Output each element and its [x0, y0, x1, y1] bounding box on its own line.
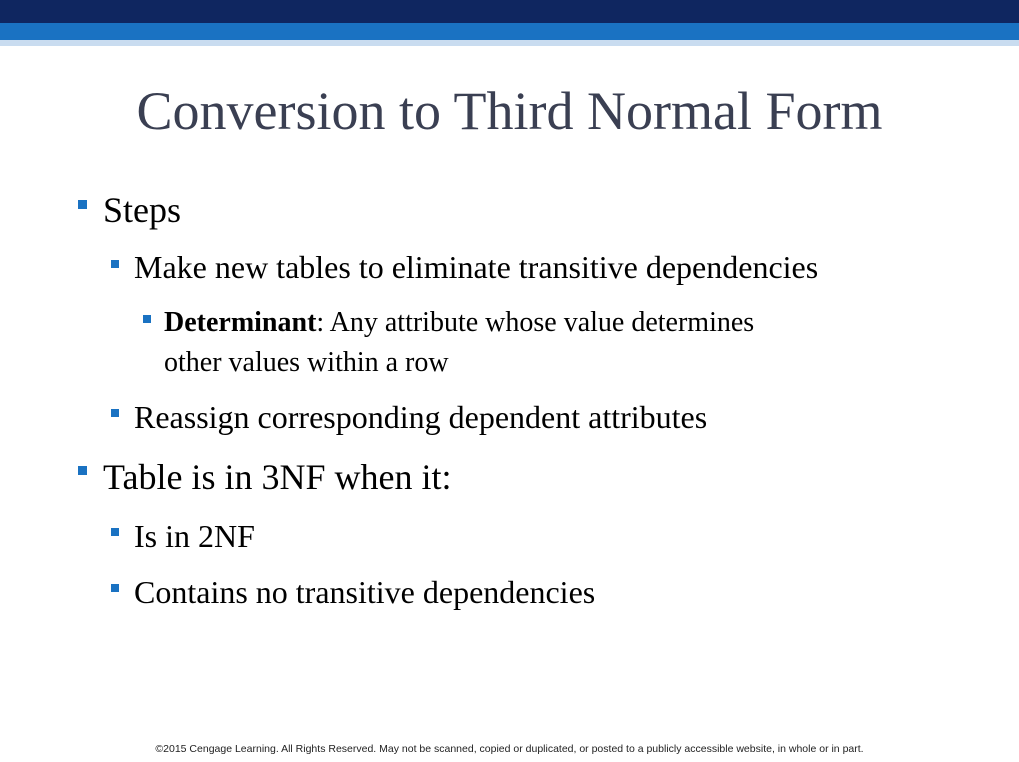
determinant-term: Determinant [164, 307, 317, 338]
bullet-is-in-2nf: Is in 2NF [134, 518, 255, 554]
square-bullet-icon [78, 200, 87, 209]
determinant-continuation: other values within a row [164, 347, 449, 378]
square-bullet-icon [111, 584, 119, 592]
square-bullet-icon [143, 315, 151, 323]
header-band-navy [0, 0, 1019, 23]
square-bullet-icon [78, 466, 87, 475]
square-bullet-icon [111, 260, 119, 268]
determinant-definition: : Any attribute whose value determines [316, 307, 755, 338]
bullet-steps: Steps [103, 190, 182, 230]
header-band-blue [0, 23, 1019, 40]
bullet-reassign: Reassign corresponding dependent attributes [134, 399, 708, 435]
bullet-no-transitive: Contains no transitive dependencies [134, 574, 596, 610]
bullet-make-new-tables: Make new tables to eliminate transitive dependencies [134, 249, 819, 285]
bullet-determinant [164, 304, 754, 342]
square-bullet-icon [111, 409, 119, 417]
copyright-footer: ©2015 Cengage Learning. All Rights Reserved. May not be scanned, copied or duplicated, or posted to a publicly accessible website, in whole or in part. [155, 743, 864, 755]
bullet-table-3nf: Table is in 3NF when it: [103, 457, 452, 497]
header-band-light [0, 40, 1019, 46]
square-bullet-icon [111, 528, 119, 536]
slide-title: Conversion to Third Normal Form [136, 81, 883, 141]
